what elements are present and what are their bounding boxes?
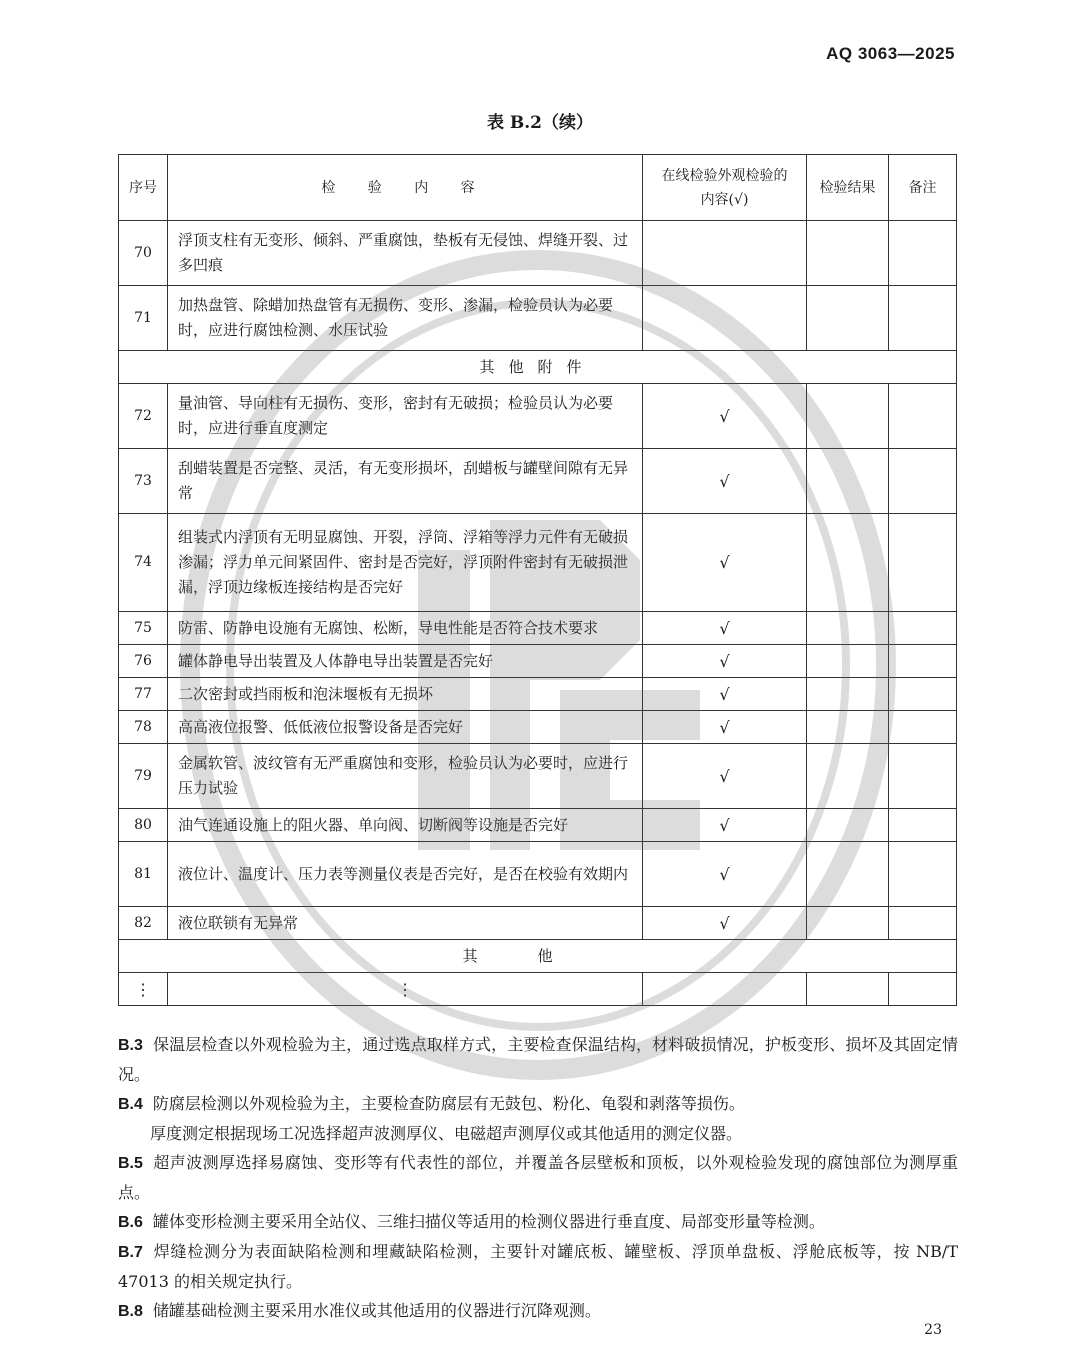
- inspection-table: [118, 154, 957, 1006]
- col-header-content: [168, 155, 643, 221]
- row-result: [807, 744, 889, 809]
- row-number: 79: [119, 744, 168, 809]
- clause-text: 储罐基础检测主要采用水准仪或其他适用的仪器进行沉降观测。: [152, 1301, 601, 1320]
- row-content: 浮顶支柱有无变形、倾斜、严重腐蚀，垫板有无侵蚀、焊缝开裂、过多凹痕: [168, 221, 643, 286]
- row-remark: [889, 842, 957, 907]
- clause-number: B.4: [118, 1096, 143, 1113]
- row-remark: [889, 514, 957, 612]
- row-number: 77: [119, 678, 168, 711]
- table-row: [119, 744, 957, 809]
- col-header-remark: 备注: [889, 155, 957, 221]
- section-label-other-attachments: 其他附件: [119, 351, 957, 384]
- row-remark: [889, 612, 957, 645]
- clause-text: 厚度测定根据现场工况选择超声波测厚仪、电磁超声测厚仪或其他适用的测定仪器。: [150, 1124, 743, 1143]
- row-content: 油气连通设施上的阻火器、单向阀、切断阀等设施是否完好: [168, 809, 643, 842]
- table-row: [119, 449, 957, 514]
- row-result: [807, 907, 889, 940]
- row-content: 组装式内浮顶有无明显腐蚀、开裂，浮筒、浮箱等浮力元件有无破损渗漏；浮力单元间紧固件、密封是否完好，浮顶附件密封有无破损泄漏，浮顶边缘板连接结构是否完好: [168, 514, 643, 612]
- row-check: √: [643, 809, 807, 842]
- row-remark: [889, 384, 957, 449]
- row-result: [807, 221, 889, 286]
- row-number: 71: [119, 286, 168, 351]
- table-row: [119, 612, 957, 645]
- ellipsis-check: [643, 973, 807, 1006]
- clause-number: B.7: [118, 1244, 143, 1261]
- row-check: √: [643, 514, 807, 612]
- table-row: [119, 384, 957, 449]
- clause-text: 保温层检查以外观检验为主，通过选点取样方式，主要检查保温结构，材料破损情况，护板变形、损坏及其固定情况。: [118, 1035, 958, 1084]
- row-result: [807, 809, 889, 842]
- section-row-other-attachments: [119, 351, 957, 384]
- row-remark: [889, 711, 957, 744]
- clause-number: B.6: [118, 1214, 143, 1231]
- row-remark: [889, 678, 957, 711]
- row-check: √: [643, 711, 807, 744]
- section-label-other: 其他: [119, 940, 957, 973]
- clause-b3: [118, 1030, 958, 1089]
- ellipsis-result: [807, 973, 889, 1006]
- section-row-other: [119, 940, 957, 973]
- ellipsis-seq: ⋮: [119, 973, 168, 1006]
- row-result: [807, 711, 889, 744]
- row-check: [643, 221, 807, 286]
- col-header-content-label: 检 验 内 容: [321, 179, 489, 196]
- col-header-result: 检验结果: [807, 155, 889, 221]
- clause-text: 焊缝检测分为表面缺陷检测和埋藏缺陷检测，主要针对罐底板、罐壁板、浮顶单盘板、浮舱底板等，按 NB/T 47013 的相关规定执行。: [118, 1242, 958, 1291]
- table-title: 表 B.2（续）: [486, 113, 594, 133]
- row-result: [807, 842, 889, 907]
- row-number: 75: [119, 612, 168, 645]
- clause-text: 超声波测厚选择易腐蚀、变形等有代表性的部位，并覆盖各层壁板和顶板，以外观检验发现的腐蚀部位为测厚重点。: [118, 1153, 958, 1202]
- row-result: [807, 286, 889, 351]
- clause-b5: [118, 1148, 958, 1207]
- row-check: √: [643, 907, 807, 940]
- row-check: √: [643, 842, 807, 907]
- row-content: 金属软管、波纹管有无严重腐蚀和变形，检验员认为必要时，应进行压力试验: [168, 744, 643, 809]
- row-number: 72: [119, 384, 168, 449]
- standard-code: AQ 3063—2025: [826, 44, 955, 63]
- row-content: 刮蜡装置是否完整、灵活，有无变形损坏，刮蜡板与罐壁间隙有无异常: [168, 449, 643, 514]
- clause-number: B.8: [118, 1303, 143, 1320]
- row-content: 加热盘管、除蜡加热盘管有无损伤、变形、渗漏，检验员认为必要时，应进行腐蚀检测、水压试验: [168, 286, 643, 351]
- row-result: [807, 514, 889, 612]
- table-row: [119, 842, 957, 907]
- row-content: 液位联锁有无异常: [168, 907, 643, 940]
- table-row: [119, 907, 957, 940]
- row-content: 液位计、温度计、压力表等测量仪表是否完好，是否在校验有效期内: [168, 842, 643, 907]
- row-number: 80: [119, 809, 168, 842]
- col-header-seq: 序号: [119, 155, 168, 221]
- clause-text: 防腐层检测以外观检验为主，主要检查防腐层有无鼓包、粉化、龟裂和剥落等损伤。: [152, 1094, 745, 1113]
- ellipsis-row: [119, 973, 957, 1006]
- table-row: [119, 221, 957, 286]
- table-row: [119, 809, 957, 842]
- row-number: 73: [119, 449, 168, 514]
- row-number: 76: [119, 645, 168, 678]
- row-remark: [889, 286, 957, 351]
- row-check: √: [643, 678, 807, 711]
- table-header-row: [119, 155, 957, 221]
- row-remark: [889, 449, 957, 514]
- row-content: 防雷、防静电设施有无腐蚀、松断，导电性能是否符合技术要求: [168, 612, 643, 645]
- row-number: 82: [119, 907, 168, 940]
- ellipsis-remark: [889, 973, 957, 1006]
- table-row: [119, 514, 957, 612]
- row-check: √: [643, 744, 807, 809]
- clause-b4-continued: [118, 1119, 958, 1148]
- row-content: 量油管、导向柱有无损伤、变形，密封有无破损；检验员认为必要时，应进行垂直度测定: [168, 384, 643, 449]
- table-row: [119, 286, 957, 351]
- clause-number: B.5: [118, 1155, 143, 1172]
- clause-list: [118, 1030, 958, 1326]
- page-number: 23: [924, 1322, 942, 1338]
- row-content: 高高液位报警、低低液位报警设备是否完好: [168, 711, 643, 744]
- row-check: √: [643, 612, 807, 645]
- table-row: [119, 678, 957, 711]
- row-check: [643, 286, 807, 351]
- row-number: 81: [119, 842, 168, 907]
- clause-b6: [118, 1207, 958, 1237]
- row-number: 74: [119, 514, 168, 612]
- clause-b4: [118, 1089, 958, 1119]
- clause-text: 罐体变形检测主要采用全站仪、三维扫描仪等适用的检测仪器进行垂直度、局部变形量等检测。: [152, 1212, 825, 1231]
- row-remark: [889, 907, 957, 940]
- row-content: 罐体静电导出装置及人体静电导出装置是否完好: [168, 645, 643, 678]
- row-result: [807, 645, 889, 678]
- table-row: [119, 645, 957, 678]
- row-number: 78: [119, 711, 168, 744]
- ellipsis-content: ⋮: [168, 973, 643, 1006]
- clause-b8: [118, 1296, 958, 1326]
- clause-b7: [118, 1237, 958, 1296]
- row-number: 70: [119, 221, 168, 286]
- row-check: √: [643, 645, 807, 678]
- row-check: √: [643, 449, 807, 514]
- row-content: 二次密封或挡雨板和泡沫堰板有无损坏: [168, 678, 643, 711]
- col-header-online-check: 在线检验外观检验的内容(√): [643, 155, 807, 221]
- table-row: [119, 711, 957, 744]
- row-result: [807, 678, 889, 711]
- row-remark: [889, 809, 957, 842]
- row-result: [807, 449, 889, 514]
- row-check: √: [643, 384, 807, 449]
- row-result: [807, 612, 889, 645]
- clause-number: B.3: [118, 1037, 143, 1054]
- row-remark: [889, 645, 957, 678]
- row-result: [807, 384, 889, 449]
- row-remark: [889, 221, 957, 286]
- row-remark: [889, 744, 957, 809]
